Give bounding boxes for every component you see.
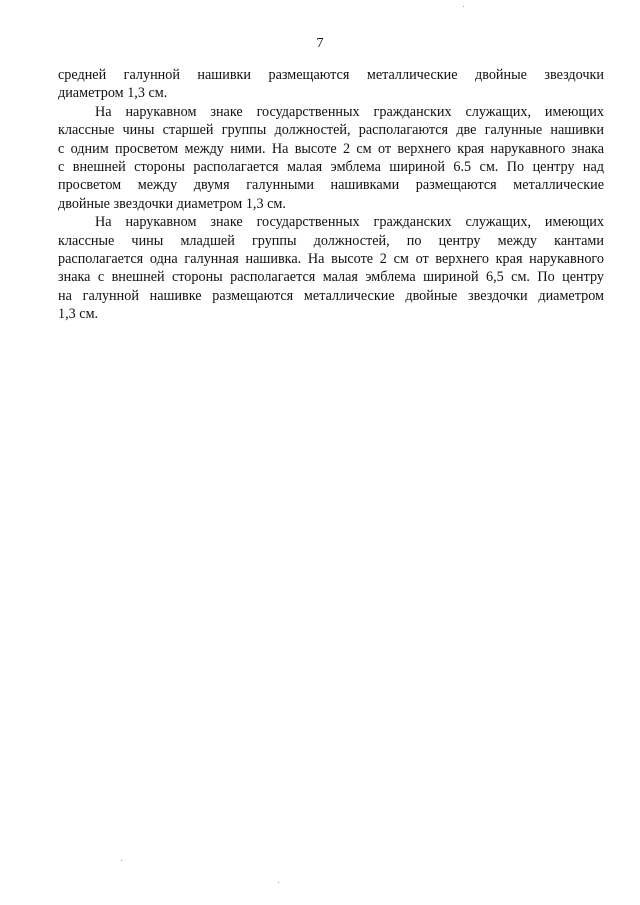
text-line: двойные звездочки диаметром 1,3 см. [58, 195, 286, 212]
page-number: 7 [316, 36, 324, 51]
paragraph-continuation [58, 66, 604, 103]
text-line: На нарукавном знаке государственных гражданских служащих, имеющих [95, 214, 604, 231]
paragraph-senior-group [58, 103, 604, 213]
text-line: на галунной нашивке размещаются металлические двойные звездочки диаметром [58, 287, 604, 304]
text-line: 1,3 см. [58, 306, 99, 323]
text-line: знака с внешней стороны располагается малая эмблема шириной 6,5 см. По центру [58, 269, 604, 286]
paragraph-junior-group [58, 213, 604, 323]
text-line: диаметром 1,3 см. [58, 85, 168, 102]
text-line: располагается одна галунная нашивка. На высоте 2 см от верхнего края нарукавного [58, 250, 604, 267]
text-line: просветом между двумя галунными нашивками размещаются металлические [58, 177, 604, 194]
text-line: с внешней стороны располагается малая эмблема шириной 6.5 см. По центру над [58, 158, 604, 175]
scan-speck [278, 882, 279, 883]
text-line: классные чины старшей группы должностей, располагаются две галунные нашивки [58, 122, 604, 139]
text-line: средней галунной нашивки размещаются металлические двойные звездочки [58, 67, 604, 83]
text-line: На нарукавном знаке государственных гражданских служащих, имеющих [95, 103, 604, 120]
body-text [58, 66, 604, 323]
text-line: с одним просветом между ними. На высоте 2 см от верхнего края нарукавного знака [58, 140, 604, 157]
text-line: классные чины младшей группы должностей, по центру между кантами [58, 232, 604, 249]
scan-speck [463, 6, 464, 7]
scan-speck [121, 860, 122, 861]
